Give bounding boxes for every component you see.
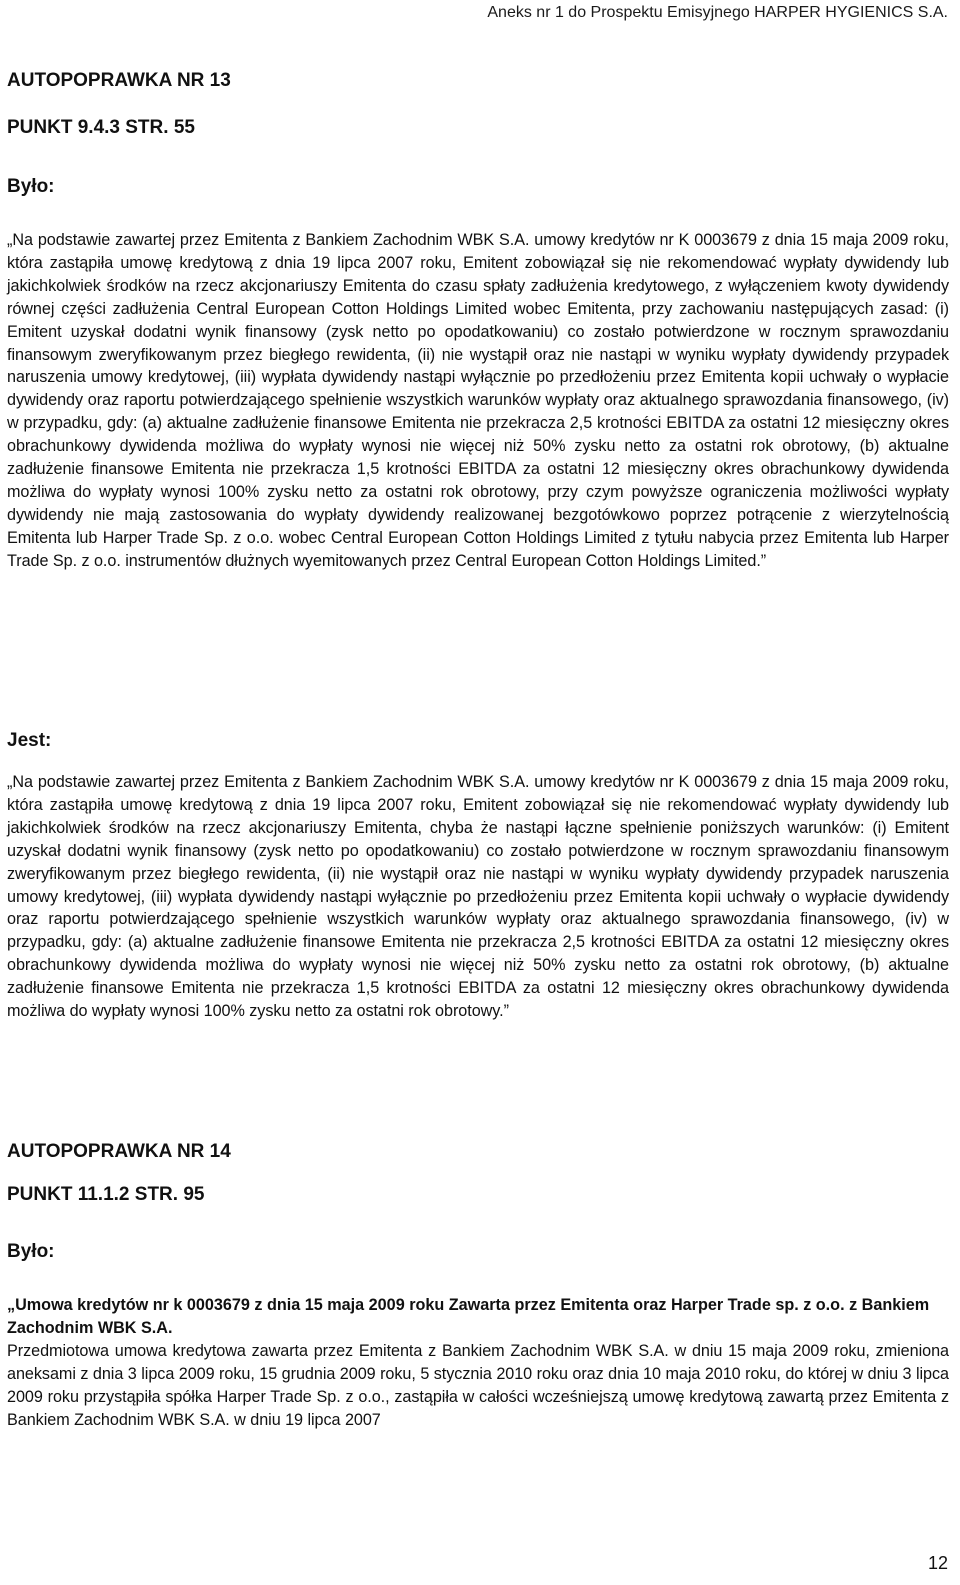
section-13-was-label: Było: xyxy=(7,176,55,197)
section-13-title: AUTOPOPRAWKA NR 13 xyxy=(7,70,231,91)
section-13-was-label-block xyxy=(7,175,949,199)
section-13-title-block xyxy=(7,69,949,93)
section-14-was-label: Było: xyxy=(7,1241,55,1262)
section-14-point-block xyxy=(7,1183,949,1207)
section-13-was-text: „Na podstawie zawartej przez Emitenta z Bankiem Zachodnim WBK S.A. umowy kredytów nr K 0003679 z dnia 15 maja 2009 roku, która zastąpiła umowę kredytową z dnia 19 lipca 2007 roku, Emitent zobowiązał się nie rekomendować wypłaty dywidendy lub jakichkolwiek środków na rzecz akcjonariuszy Emitenta do czasu spłaty zadłużenia kredytowego, z wyłączeniem kwoty dywidendy równej części zadłużenia Central European Cotton Holdings Limited wobec Emitenta, przy zachowaniu następujących zasad: (i) Emitent uzyskał dodatni wynik finansowy (zysk netto po opodatkowaniu) co zostało potwierdzone w rocznym sprawozdaniu finansowym zweryfikowanym przez biegłego rewidenta, (ii) nie wystąpił oraz nie nastąpi w wyniku wypłaty dywidendy przypadek naruszenia umowy kredytowej, (iii) wypłata dywidendy nastąpi wyłącznie po przedłożeniu przez Emitenta kopii uchwały o wypłacie dywidendy oraz raportu potwierdzającego spełnienie wszystkich warunków wypłaty oraz aktualnego sprawozdania finansowego, (iv) w przypadku, gdy: (a) aktualne zadłużenie finansowe Emitenta nie przekracza 2,5 krotności EBITDA za ostatni 12 miesięczny okres obrachunkowy dywidenda możliwa do wypłaty wynosi nie więcej niż 50% zysku netto za ostatni rok obrotowy, (b) aktualne zadłużenie finansowe Emitenta nie przekracza 1,5 krotności EBITDA za ostatni 12 miesięczny okres obrachunkowy dywidenda możliwa do wypłaty wynosi 100% zysku netto za ostatni rok obrotowy, przy czym powyższe ograniczenia możliwości wypłaty dywidendy nie mają zastosowania do wypłaty dywidendy realizowanej bezgotówkowo poprzez potrącenie z wierzytelnością Emitenta lub Harper Trade Sp. z o.o. wobec Central European Cotton Holdings Limited z tytułu nabycia przez Emitenta lub Harper Trade Sp. z o.o. instrumentów dłużnych wyemitowanych przez Central European Cotton Holdings Limited.” xyxy=(7,231,949,570)
section-14-was-heading-block xyxy=(7,1294,949,1340)
section-14-was-heading: „Umowa kredytów nr k 0003679 z dnia 15 maja 2009 roku Zawarta przez Emitenta oraz Harper Trade sp. z o.o. z Bankiem Zachodnim WBK S.A. xyxy=(7,1296,930,1337)
section-13-is-label-block xyxy=(7,729,949,753)
section-14-was-text: Przedmiotowa umowa kredytowa zawarta przez Emitenta z Bankiem Zachodnim WBK S.A. w dniu 15 maja 2009 roku, zmieniona aneksami z dnia 3 lipca 2009 roku, 15 grudnia 2009 roku, 5 stycznia 2010 roku oraz dnia 10 maja 2010 roku, do której w dniu 3 lipca 2009 roku przystąpiła spółka Harper Trade Sp. z o.o., zastąpiła w całości wcześniejszą umowę kredytową zawartą przez Emitenta z Bankiem Zachodnim WBK S.A. w dniu 19 lipca 2007 xyxy=(7,1342,949,1429)
section-14-title-block xyxy=(7,1140,949,1164)
section-13-was-block xyxy=(7,229,949,573)
section-13-is-block xyxy=(7,771,949,1023)
running-header: Aneks nr 1 do Prospektu Emisyjnego HARPER HYGIENICS S.A. xyxy=(487,4,948,21)
section-14-was-block xyxy=(7,1340,949,1432)
section-13-point-block xyxy=(7,116,949,140)
page-number: 12 xyxy=(927,1553,948,1573)
section-14-title: AUTOPOPRAWKA NR 14 xyxy=(7,1141,231,1162)
section-14-was-label-block xyxy=(7,1240,949,1264)
section-13-point: PUNKT 9.4.3 STR. 55 xyxy=(7,117,195,138)
section-14-point: PUNKT 11.1.2 STR. 95 xyxy=(7,1184,205,1205)
section-13-is-text: „Na podstawie zawartej przez Emitenta z Bankiem Zachodnim WBK S.A. umowy kredytów nr K 0003679 z dnia 15 maja 2009 roku, która zastąpiła umowę kredytową z dnia 19 lipca 2007 roku, Emitent zobowiązał się nie rekomendować wypłaty dywidendy lub jakichkolwiek środków na rzecz akcjonariuszy Emitenta, chyba że nastąpi łączne spełnienie poniższych warunków: (i) Emitent uzyskał dodatni wynik finansowy (zysk netto po opodatkowaniu) co zostało potwierdzone w rocznym sprawozdaniu finansowym zweryfikowanym przez biegłego rewidenta, (ii) nie wystąpił oraz nie nastąpi w wyniku wypłaty dywidendy przypadek naruszenia umowy kredytowej, (iii) wypłata dywidendy nastąpi wyłącznie po przedłożeniu przez Emitenta kopii uchwały o wypłacie dywidendy oraz raportu potwierdzającego spełnienie wszystkich warunków wypłaty oraz aktualnego sprawozdania finansowego, (iv) w przypadku, gdy: (a) aktualne zadłużenie finansowe Emitenta nie przekracza 2,5 krotności EBITDA za ostatni 12 miesięczny okres obrachunkowy dywidenda możliwa do wypłaty wynosi nie więcej niż 50% zysku netto za ostatni rok obrotowy, (b) aktualne zadłużenie finansowe Emitenta nie przekracza 1,5 krotności EBITDA za ostatni 12 miesięczny okres obrachunkowy dywidenda możliwa do wypłaty wynosi 100% zysku netto za ostatni rok obrotowy.” xyxy=(7,773,949,1021)
section-13-is-label: Jest: xyxy=(7,730,52,751)
